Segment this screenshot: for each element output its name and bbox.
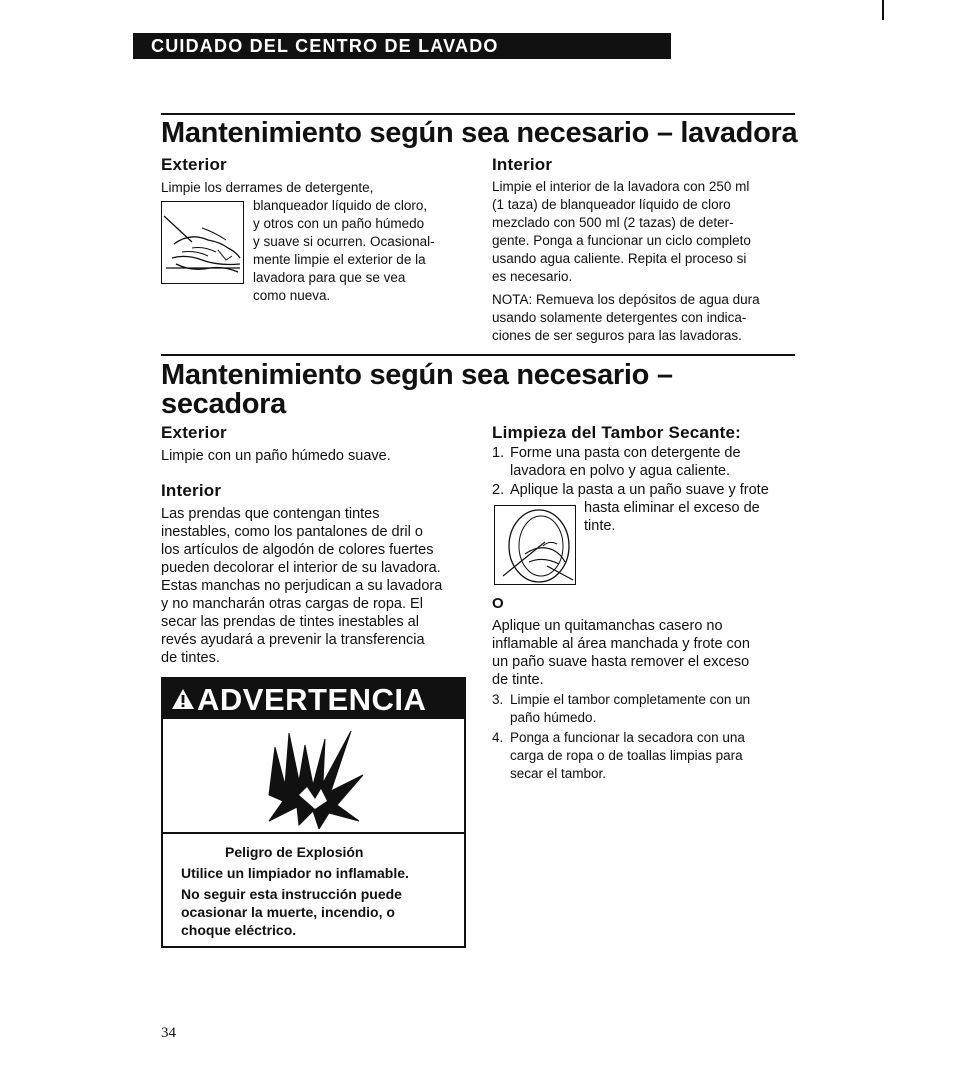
text-line: paño húmedo. (510, 710, 597, 725)
text-line: de tintes. (161, 650, 220, 666)
drum-alt-text (492, 617, 750, 689)
drum-illustration (494, 505, 576, 585)
warning-title: ADVERTENCIA (197, 682, 427, 717)
drum-step-2-cont (584, 499, 760, 535)
dryer-title-line1: Mantenimiento según sea necesario – (161, 359, 673, 391)
warning-triangle-icon (171, 688, 195, 710)
text-line: lavadora para que se vea (253, 270, 406, 285)
warning-box (161, 677, 466, 948)
text-line: Limpie el interior de la lavadora con 250 ml (492, 179, 750, 194)
text-line: de tinte. (492, 672, 544, 688)
text-line: hasta eliminar el exceso de (584, 500, 760, 516)
text-line: NOTA: Remueva los depósitos de agua dura (492, 292, 760, 307)
drum-step-1 (492, 444, 741, 480)
washer-interior-text (492, 178, 751, 286)
text-line: blanqueador líquido de cloro, (253, 198, 428, 213)
text-line: usando agua caliente. Repita el proceso si (492, 251, 747, 266)
text-line: carga de ropa o de toallas limpias para (510, 748, 743, 763)
washer-exterior-illustration (161, 201, 244, 284)
drum-heading: Limpieza del Tambor Secante: (492, 423, 742, 442)
warning-instruction: Utilice un limpiador no inflamable. (181, 865, 409, 881)
step-number: 2. (492, 482, 505, 498)
text-line: como nueva. (253, 288, 331, 303)
text-line: Estas manchas no perjudican a su lavadora (161, 578, 443, 594)
text-line: tinte. (584, 518, 616, 534)
dryer-top-rule (161, 354, 795, 356)
step-number: 1. (492, 445, 505, 461)
dryer-exterior-heading: Exterior (161, 423, 227, 442)
text-line: y suave si ocurren. Ocasional- (253, 234, 435, 249)
text-line: gente. Ponga a funcionar un ciclo completo (492, 233, 751, 248)
text-line: mente limpie el exterior de la (253, 252, 426, 267)
text-line: mezclado con 500 ml (2 tazas) de deter- (492, 215, 734, 230)
text-line: No seguir esta instrucción puede (181, 886, 402, 902)
text-line: Ponga a funcionar la secadora con una (510, 730, 745, 745)
hand-wiping-cloth-icon (162, 202, 243, 283)
text-line: inestables, como los pantalones de dril o (161, 524, 423, 540)
explosion-icon (259, 725, 369, 829)
hand-wiping-drum-icon (495, 506, 575, 584)
washer-exterior-heading: Exterior (161, 155, 227, 174)
text-line: choque eléctrico. (181, 922, 297, 938)
text-line: secar las prendas de tintes inestables al (161, 614, 419, 630)
text-line: ciones de ser seguros para las lavadoras. (492, 328, 742, 343)
text-line: los artículos de algodón de colores fuertes (161, 542, 434, 558)
dryer-interior-heading: Interior (161, 481, 222, 500)
washer-exterior-first-line: Limpie los derrames de detergente, (161, 180, 374, 195)
text-line: Aplique la pasta a un paño suave y frote (510, 482, 769, 498)
text-line: ocasionar la muerte, incendio, o (181, 904, 395, 920)
text-line: y otros con un paño húmedo (253, 216, 425, 231)
dryer-interior-text (161, 505, 442, 667)
dryer-exterior-text: Limpie con un paño húmedo suave. (161, 448, 391, 464)
text-line: usando solamente detergentes con indica- (492, 310, 747, 325)
text-line: (1 taza) de blanqueador líquido de cloro (492, 197, 731, 212)
corner-mark (882, 0, 884, 20)
text-line: y no mancharán otras cargas de ropa. El (161, 596, 423, 612)
text-line: inflamable al área manchada y frote con (492, 636, 750, 652)
warning-consequence (181, 885, 402, 939)
warning-header (163, 679, 464, 719)
warning-hazard: Peligro de Explosión (225, 844, 364, 860)
text-line: secar el tambor. (510, 766, 607, 781)
drum-step-2 (492, 481, 769, 499)
text-line: es necesario. (492, 269, 573, 284)
text-line: un paño suave hasta remover el exceso (492, 654, 750, 670)
text-line: Aplique un quitamanchas casero no (492, 618, 723, 634)
text-line: Forme una pasta con detergente de (510, 445, 741, 461)
text-line: Las prendas que contengan tintes (161, 506, 380, 522)
warning-separator (163, 832, 464, 834)
washer-title: Mantenimiento según sea necesario – lavadora (161, 117, 798, 149)
washer-exterior-text (253, 197, 435, 305)
washer-interior-note (492, 291, 760, 345)
text-line: pueden decolorar el interior de su lavadora. (161, 560, 441, 576)
washer-interior-heading: Interior (492, 155, 553, 174)
text-line: revés ayudará a prevenir la transferencia (161, 632, 425, 648)
drum-step-4 (492, 729, 745, 783)
section-banner-title: CUIDADO DEL CENTRO DE LAVADO (151, 36, 499, 56)
dryer-title-line2: secadora (161, 388, 286, 420)
washer-top-rule (161, 113, 795, 115)
page-number: 34 (161, 1025, 176, 1041)
step-number: 3. (492, 692, 504, 707)
drum-or-label: O (492, 595, 504, 612)
section-banner (133, 33, 671, 59)
text-line: lavadora en polvo y agua caliente. (510, 463, 731, 479)
step-number: 4. (492, 730, 504, 745)
text-line: Limpie el tambor completamente con un (510, 692, 751, 707)
drum-step-3 (492, 691, 750, 727)
